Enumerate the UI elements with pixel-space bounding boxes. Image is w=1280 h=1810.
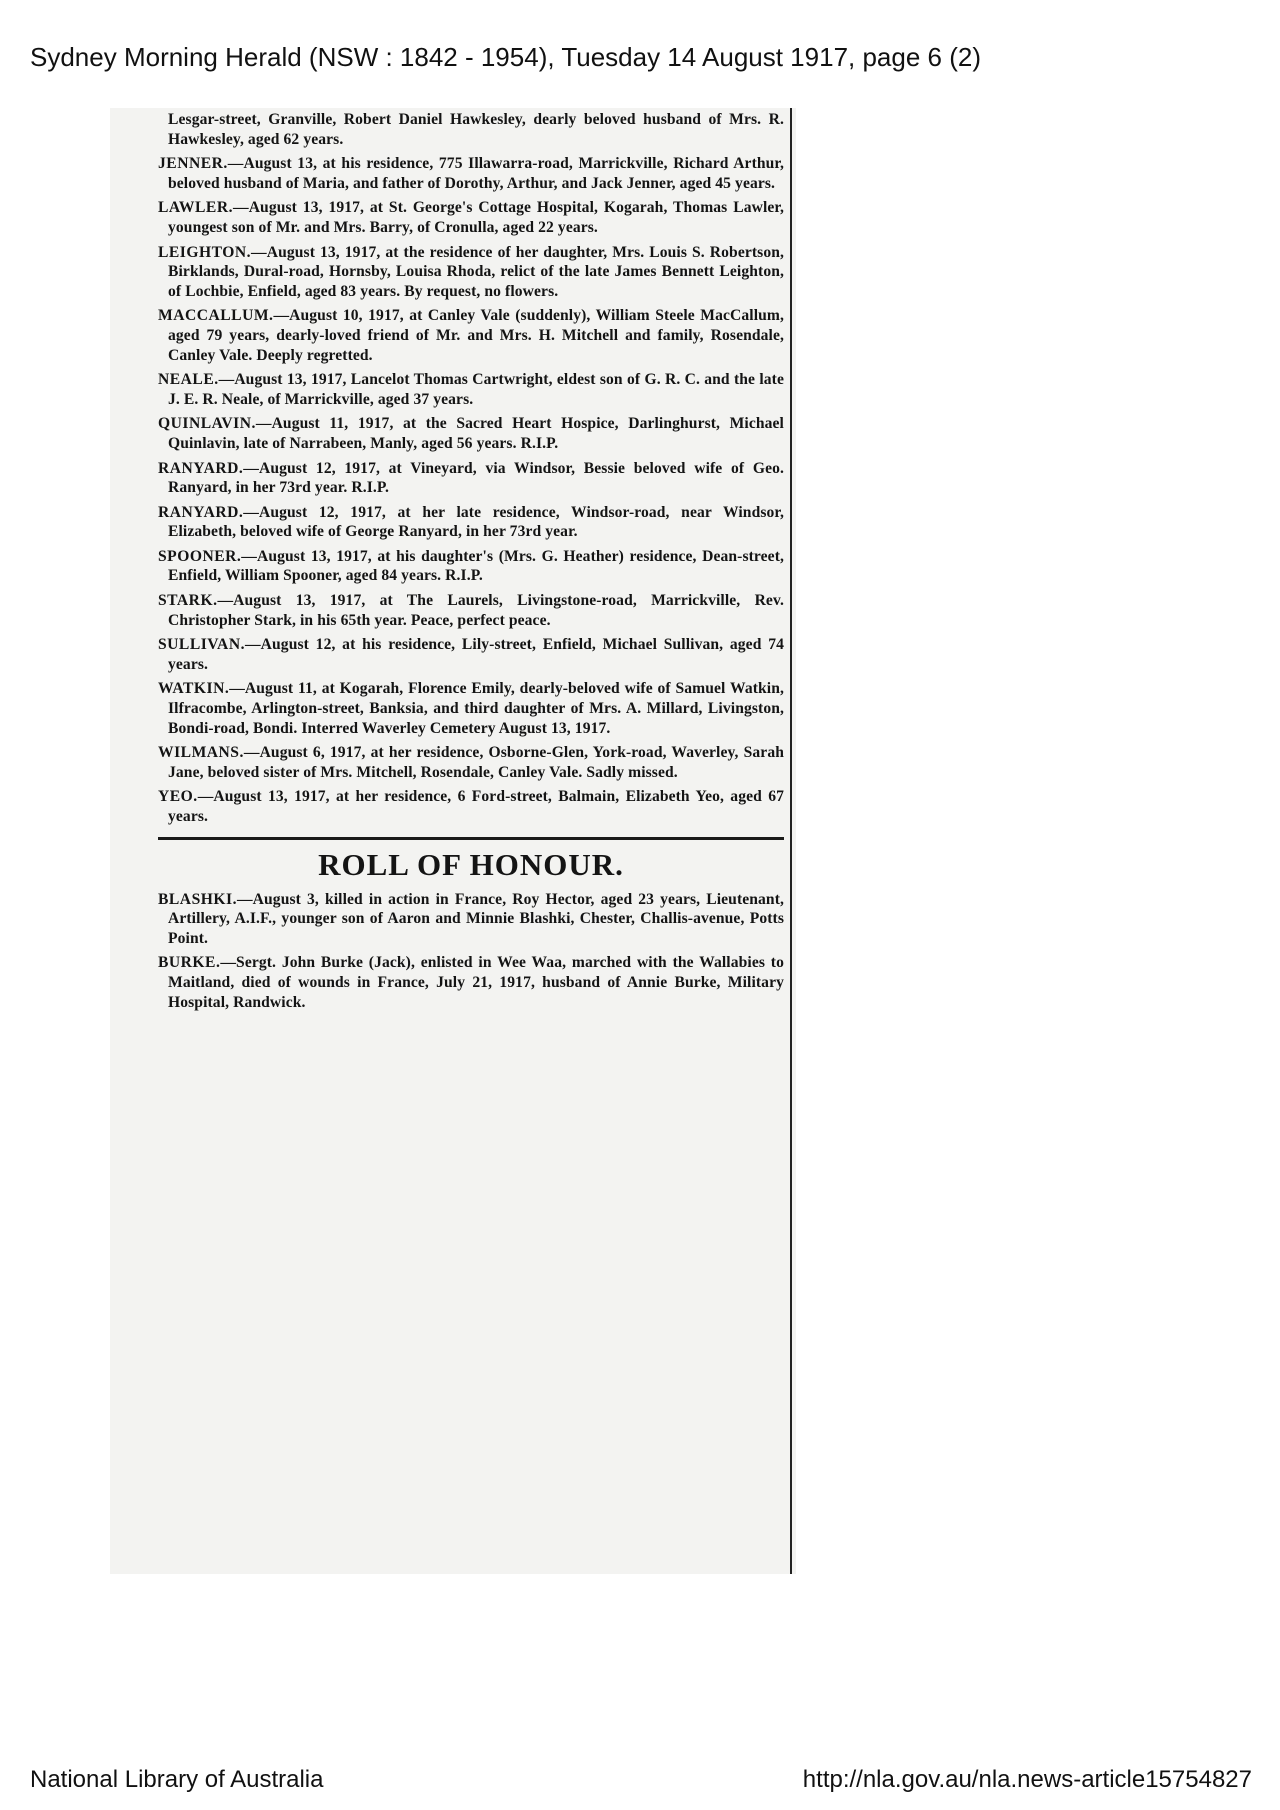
notice-surname: WATKIN. — [158, 680, 230, 698]
notice-text: —August 11, at Kogarah, Florence Emily, dearly-beloved wife of Samuel Watkin, Ilfracombe, Arlington-street, Banksia, and third daughter of Mrs. A. Millard, Livingston, Bondi-road, Bondi. Interred Waverley Cemetery August 13, 1917. — [168, 680, 784, 737]
notice-text: —August 13, 1917, at St. George's Cottage Hospital, Kogarah, Thomas Lawler, youngest son of Mr. and Mrs. Barry, of Cronulla, aged 22 years. — [168, 199, 784, 236]
article-url[interactable]: http://nla.gov.au/nla.news-article15754827 — [802, 1766, 1252, 1793]
notice-text: —August 11, 1917, at the Sacred Heart Hospice, Darlinghurst, Michael Quinlavin, late of Narrabeen, Manly, aged 56 years. R.I.P. — [168, 415, 784, 452]
newspaper-clipping — [110, 108, 796, 1574]
notice-text: —August 13, 1917, at The Laurels, Livingstone-road, Marrickville, Rev. Christopher Stark, in his 65th year. Peace, perfect peace. — [168, 592, 784, 629]
notice-text: —August 12, 1917, at Vineyard, via Windsor, Bessie beloved wife of Geo. Ranyard, in her 73rd year. R.I.P. — [168, 459, 784, 497]
notice-surname: NEALE. — [158, 371, 219, 389]
notice-surname: WILMANS. — [158, 744, 244, 762]
notice-text: —August 3, killed in action in France, Roy Hector, aged 23 years, Lieutenant, Artillery, A.I.F., younger son of Aaron and Minnie Blashki, Chester, Challis-avenue, Potts Point. — [168, 890, 784, 947]
honour-notice — [158, 953, 784, 1012]
notice-surname: LAWLER. — [158, 199, 233, 217]
notice-surname: RANYARD. — [158, 503, 244, 521]
notice-surname: BURKE. — [158, 954, 221, 972]
death-notice — [158, 635, 784, 674]
section-divider — [158, 837, 784, 840]
notice-text: —August 13, 1917, Lancelot Thomas Cartwright, eldest son of G. R. C. and the late J. E. R. Neale, of Marrickville, aged 37 years. — [168, 371, 784, 408]
death-notice — [158, 743, 784, 782]
notice-text: —August 13, 1917, at the residence of her daughter, Mrs. Louis S. Robertson, Birklands, Dural-road, Hornsby, Louisa Rhoda, relict of the late James Bennett Leighton, of Lochbie, Enfield, aged 83 years. By request, no flowers. — [168, 243, 784, 300]
notice-surname: BLASHKI. — [158, 890, 237, 908]
death-notices-column — [158, 110, 784, 1017]
death-notice — [158, 154, 784, 193]
notice-surname: RANYARD. — [158, 459, 244, 477]
death-notice — [158, 547, 784, 586]
death-notice — [158, 414, 784, 453]
death-notice — [158, 198, 784, 237]
column-rule — [790, 108, 792, 1574]
notice-surname: STARK. — [158, 592, 218, 610]
source-credit: National Library of Australia — [30, 1766, 324, 1793]
death-notice — [158, 306, 784, 365]
death-notice — [158, 459, 784, 498]
honour-notice — [158, 890, 784, 949]
roll-of-honour-heading: ROLL OF HONOUR. — [318, 846, 624, 882]
notice-surname: SULLIVAN. — [158, 636, 245, 654]
death-notice — [158, 370, 784, 409]
death-notice — [158, 787, 784, 826]
notice-surname: LEIGHTON. — [158, 243, 252, 261]
notice-surname: SPOONER. — [158, 547, 242, 565]
notice-text: —August 13, 1917, at her residence, 6 Ford-street, Balmain, Elizabeth Yeo, aged 67 years. — [168, 788, 784, 825]
notice-text: —August 10, 1917, at Canley Vale (suddenly), William Steele MacCallum, aged 79 years, dearly-loved friend of Mr. and Mrs. H. Mitchell and family, Rosendale, Canley Vale. Deeply regretted. — [168, 307, 784, 364]
notice-text: —August 12, at his residence, Lily-street, Enfield, Michael Sullivan, aged 74 years. — [168, 636, 784, 673]
notice-text: —August 6, 1917, at her residence, Osborne-Glen, York-road, Waverley, Sarah Jane, beloved sister of Mrs. Mitchell, Rosendale, Canley Vale. Sadly missed. — [168, 744, 784, 781]
death-notice — [158, 679, 784, 738]
notice-text: —August 12, 1917, at her late residence, Windsor-road, near Windsor, Elizabeth, beloved wife of George Ranyard, in her 73rd year. — [168, 503, 784, 541]
notice-surname: YEO. — [158, 788, 198, 806]
notice-text: Lesgar-street, Granville, Robert Daniel Hawkesley, dearly beloved husband of Mrs. R. Hawkesley, aged 62 years. — [168, 111, 784, 148]
notice-surname: QUINLAVIN. — [158, 415, 256, 433]
notice-text: —Sergt. John Burke (Jack), enlisted in Wee Waa, marched with the Wallabies to Maitland, died of wounds in France, July 21, 1917, husband of Annie Burke, Military Hospital, Randwick. — [168, 954, 784, 1011]
notice-text: —August 13, 1917, at his daughter's (Mrs. G. Heather) residence, Dean-street, Enfield, William Spooner, aged 84 years. R.I.P. — [168, 547, 784, 585]
notice-text: —August 13, at his residence, 775 Illawarra-road, Marrickville, Richard Arthur, beloved husband of Maria, and father of Dorothy, Arthur, and Jack Jenner, aged 45 years. — [168, 155, 784, 192]
death-notice — [158, 591, 784, 630]
notice-surname: MACCALLUM. — [158, 307, 274, 325]
death-notice — [158, 243, 784, 302]
death-notice — [158, 503, 784, 542]
death-notice — [158, 110, 784, 149]
citation-header: Sydney Morning Herald (NSW : 1842 - 1954), Tuesday 14 August 1917, page 6 (2) — [30, 42, 981, 72]
notice-surname: JENNER. — [158, 155, 228, 173]
